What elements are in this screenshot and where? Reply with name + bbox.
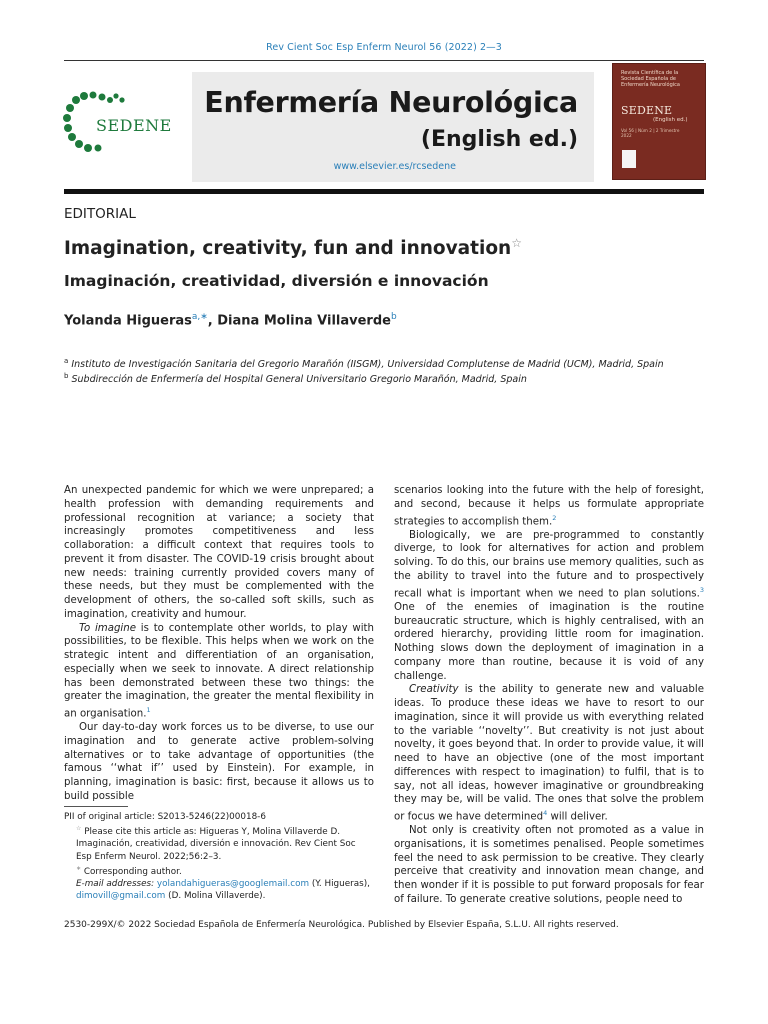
- copyright-line: 2530-299X/© 2022 Sociedad Española de Enfermería Neurológica. Published by Elsevier España, S.L.U. All rights reserved.: [64, 920, 619, 930]
- paragraph: An unexpected pandemic for which we were unprepared; a health profession with demanding requirements and professional recognition at variance; a society that increasingly promotes competitiveness and less collaboration: a difficult context that requires tools to prevent it from disaster. The COVID-19 crisis brought about new needs: training currently provided covers many of these needs, but they must be complemented with the development of others, the so-called soft skills, such as imagination, creativity and humour.: [64, 485, 374, 620]
- section-label: EDITORIAL: [64, 206, 136, 222]
- paragraph: Our day-to-day work forces us to be diverse, to use our imagination and to generate active problem-solving alternatives or to take advantage of opportunities (the famous ‘‘what if’’ used by Einstein). For example, in planning, imagination is basic: first, because it allows us to build possible: [64, 722, 374, 802]
- corresponding-note-text: Corresponding author.: [83, 866, 182, 877]
- email-note: [64, 878, 374, 902]
- affiliation-a-text: Instituto de Investigación Sanitaria del Gregorio Marañón (IISGM), Universidad Complutense de Madrid (UCM), Madrid, Spain: [71, 359, 664, 371]
- reference-link[interactable]: 4: [543, 809, 548, 818]
- paragraph: [394, 683, 704, 824]
- emphasis: Creativity: [409, 684, 459, 696]
- email-link-2[interactable]: dimovill@gmail.com: [76, 891, 166, 902]
- author-1[interactable]: Yolanda Higueras: [64, 313, 192, 329]
- paragraph-text: scenarios looking into the future with the help of foresight, and second, because it helps us formulate appropriate strategies to accomplish them.: [394, 485, 704, 527]
- paragraph-text: One of the enemies of imagination is the routine bureaucratic structure, which is highly centralised, with an ordered hierarchy, providing little room for imagination. Nothing slows down the deployment of imagination in a company more than routine, because it is void of any challenge.: [394, 601, 704, 682]
- footnote-rule: [64, 806, 128, 807]
- citation-note: [64, 823, 374, 863]
- footnotes: [64, 811, 374, 902]
- author-separator: ,: [207, 313, 218, 329]
- email-link-1[interactable]: yolandahigueras@googlemail.com: [156, 878, 310, 889]
- emphasis: To imagine: [79, 622, 136, 634]
- journal-edition: (English ed.): [420, 127, 578, 152]
- citation-note-text: Please cite this article as: Higueras Y, Molina Villaverde D. Imaginación, creatividad, diversión e innovación. Rev Cient Soc Esp Enferm Neurol. 2022;56:2–3.: [76, 827, 356, 862]
- body-column-left: [64, 484, 374, 804]
- cover-meta: Vol 56 | Núm 2 | 2 Trimestre 2022: [621, 128, 680, 138]
- affiliation-b: [64, 372, 527, 385]
- journal-name: Enfermería Neurológica: [204, 86, 578, 119]
- article-title-text: Imagination, creativity, fun and innovation: [64, 238, 512, 260]
- cover-title: Revista Científica de la Sociedad Española de Enfermería Neurológica: [621, 70, 680, 89]
- paragraph: Not only is creativity often not promoted as a value in organisations, it is sometimes penalised. People sometimes feel the need to ask permission to be creative. They clearly perceive that creativity and innovation mean change, and then wonder if it is possible to put forward proposals for fear of failure. To generate creative solutions, people need to: [394, 825, 704, 905]
- journal-cover-thumbnail[interactable]: [612, 63, 706, 180]
- email-label: E-mail addresses:: [76, 878, 155, 889]
- body-column-right: [394, 484, 704, 907]
- affiliation-b-text: Subdirección de Enfermería del Hospital General Universitario Gregorio Marañón, Madrid, Spain: [71, 374, 527, 386]
- affiliation-b-mark: b: [64, 372, 69, 380]
- title-footnote-star[interactable]: ☆: [511, 236, 522, 250]
- corresponding-note: [64, 863, 374, 878]
- author-2-affil[interactable]: b: [390, 312, 397, 322]
- paragraph: [64, 622, 374, 722]
- header-rule: [64, 60, 704, 61]
- citation-note-mark: ☆: [76, 825, 82, 833]
- corresponding-note-mark: ∗: [76, 864, 82, 872]
- pii-note: PII of original article: S2013-5246(22)00018-6: [64, 812, 266, 822]
- reference-link[interactable]: 3: [699, 585, 704, 594]
- cover-edition: (English ed.): [653, 117, 688, 123]
- paragraph: [394, 484, 704, 529]
- author-2[interactable]: Diana Molina Villaverde: [217, 313, 391, 329]
- email-1-name: (Y. Higueras),: [311, 878, 370, 889]
- paragraph-text: is to contemplate other worlds, to play with possibilities, to be flexible. This helps when we work on the strategic intent and differentiation of an organisation, especially when we seek to innovate. A direct relationship has been demonstrated between these two things: the greater the imagination, the greater the mental flexibility in an organisation.: [64, 622, 375, 720]
- affiliation-a: [64, 357, 664, 370]
- article-title-spanish: Imaginación, creatividad, diversión e innovación: [64, 272, 489, 290]
- author-1-affil[interactable]: a,∗: [191, 312, 208, 322]
- paragraph-text: Biologically, we are pre-programmed to constantly diverge, to look for alternatives for action and problem solving. To do this, our brains use memory qualities, such as the ability to travel into the future and to prospectively recall what is important when we need to plan solutions.: [394, 529, 704, 600]
- paragraph-text: will deliver.: [547, 811, 608, 823]
- author-list: [64, 312, 397, 328]
- cover-badge-icon: [622, 150, 636, 168]
- email-2-name: (D. Molina Villaverde).: [168, 891, 266, 902]
- logo-text: SEDENE: [96, 116, 172, 135]
- paragraph: [394, 529, 704, 684]
- journal-citation[interactable]: Rev Cient Soc Esp Enferm Neurol 56 (2022) 2—3: [266, 42, 502, 53]
- header-thick-rule: [64, 189, 704, 194]
- affiliation-a-mark: a: [64, 357, 69, 365]
- reference-link[interactable]: 1: [146, 706, 151, 714]
- sedene-logo: [62, 88, 182, 156]
- cover-logo: SEDENE: [621, 104, 673, 117]
- journal-url-link[interactable]: www.elsevier.es/rcsedene: [333, 161, 456, 172]
- reference-link[interactable]: 2: [552, 513, 557, 522]
- article-title: [64, 236, 522, 259]
- paragraph-text: is the ability to generate new and valuable ideas. To produce these ideas we have to resort to our imagination, since it will provide us with everything related to the variable ‘‘novelty’’. But creativity is not just about novelty, it goes beyond that. In order to provide value, it will need to have an objective (one of the most important differences with respect to imagination) to fulfil, that is to say, not all ideas, however imaginative or groundbreaking they may be, will be valid. The ones that solve the problem or focus we have determined: [394, 684, 704, 823]
